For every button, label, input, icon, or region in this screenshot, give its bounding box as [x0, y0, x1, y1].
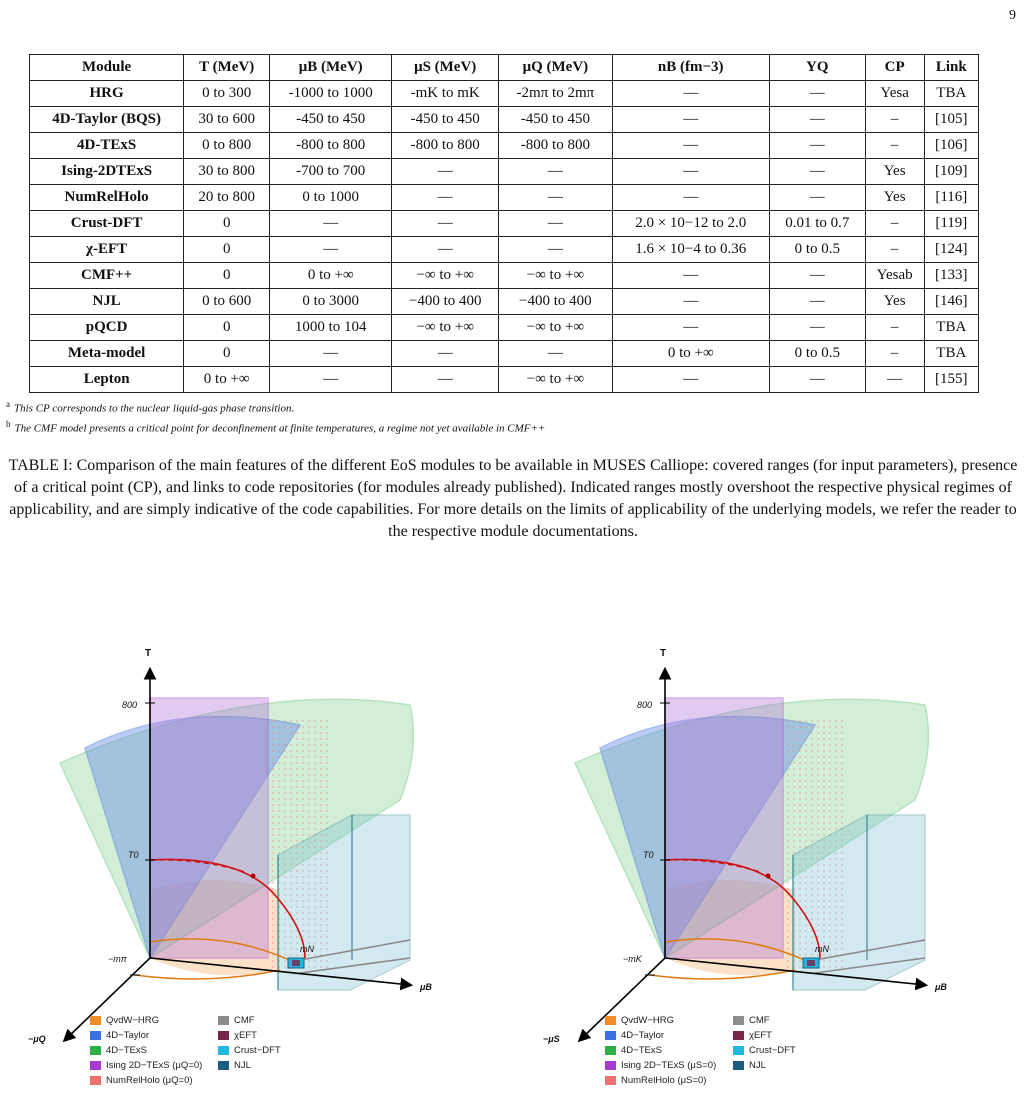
table-cell: —: [499, 211, 612, 237]
table-cell: —: [769, 81, 865, 107]
table-cell: 30 to 800: [184, 159, 270, 185]
table-cell: —: [392, 211, 499, 237]
modules-table: [29, 54, 979, 393]
table-cell: Yes: [865, 289, 924, 315]
table-cell: 0 to 1000: [270, 185, 392, 211]
table-cell: —: [499, 341, 612, 367]
table-row: [30, 237, 979, 263]
table-cell: -2mπ to 2mπ: [499, 81, 612, 107]
table-cell: 0: [184, 315, 270, 341]
table-row: [30, 263, 979, 289]
table-cell: [155]: [924, 367, 978, 393]
table-cell: −400 to 400: [392, 289, 499, 315]
table-cell: —: [865, 367, 924, 393]
label-mn: mN: [815, 944, 829, 954]
table-cell: —: [769, 367, 865, 393]
table-row: [30, 315, 979, 341]
legend-label: CMF: [749, 1015, 770, 1026]
table-cell: 0 to 0.5: [769, 341, 865, 367]
critical-point: [766, 874, 771, 879]
legend-swatch: [218, 1046, 229, 1055]
axis-label-mub: μB: [935, 982, 947, 992]
table-cell: —: [392, 159, 499, 185]
table-cell: 0: [184, 263, 270, 289]
table-cell: —: [769, 159, 865, 185]
module-name-cell: Ising-2DTExS: [30, 159, 184, 185]
table-cell: [119]: [924, 211, 978, 237]
table-cell: −∞ to +∞: [499, 263, 612, 289]
module-name-cell: Meta-model: [30, 341, 184, 367]
table-cell: 1.6 × 10−4 to 0.36: [612, 237, 769, 263]
table-cell: —: [769, 133, 865, 159]
table-row: [30, 185, 979, 211]
legend-swatch: [90, 1031, 101, 1040]
legend-swatch: [90, 1016, 101, 1025]
table-cell: —: [499, 185, 612, 211]
legend-swatch: [733, 1061, 744, 1070]
legend-swatch: [218, 1061, 229, 1070]
legend-swatch: [605, 1031, 616, 1040]
table-cell: −∞ to +∞: [392, 315, 499, 341]
module-name-cell: 4D-Taylor (BQS): [30, 107, 184, 133]
table-cell: —: [769, 289, 865, 315]
footnote-mark: b: [6, 418, 11, 429]
table-cell: –: [865, 237, 924, 263]
column-header: CP: [865, 55, 924, 81]
column-header: μB (MeV): [270, 55, 392, 81]
legend-swatch: [605, 1016, 616, 1025]
module-name-cell: NumRelHolo: [30, 185, 184, 211]
module-name-cell: pQCD: [30, 315, 184, 341]
table-cell: —: [499, 159, 612, 185]
critical-point: [251, 874, 256, 879]
phase-diagram-figure-right: [515, 640, 955, 1100]
legend-label: 4D−Taylor: [621, 1030, 665, 1041]
table-cell: –: [865, 341, 924, 367]
legend-swatch: [605, 1076, 616, 1085]
axis-label-mub: μB: [420, 982, 432, 992]
table-cell: 0: [184, 211, 270, 237]
axis-label-depth: −μQ: [28, 1034, 46, 1044]
table-cell: —: [769, 315, 865, 341]
table-cell: –: [865, 107, 924, 133]
figure-legend: [90, 1015, 350, 1095]
chi-eft-region: [807, 960, 815, 966]
legend-swatch: [218, 1016, 229, 1025]
tick-label-mass: −mπ: [108, 954, 127, 964]
table-cell: —: [612, 133, 769, 159]
legend-swatch: [733, 1046, 744, 1055]
legend-item: [90, 1060, 202, 1071]
table-cell: -450 to 450: [392, 107, 499, 133]
table-caption: TABLE I: Comparison of the main features of the different EoS modules to be available in MUSES Calliope: covered ranges (for input parameters), presence of a critical point (CP), and links to code repositories (for modules already published). Indicated ranges mostly overshoot the respective physical regimes of applicability, and are simply indicative of the code capabilities. For more details on the limits of applicability of the underlying models, we refer the reader to the respective module documentations.: [8, 457, 1018, 540]
table-cell: −400 to 400: [499, 289, 612, 315]
legend-swatch: [90, 1076, 101, 1085]
column-header: T (MeV): [184, 55, 270, 81]
table-cell: TBA: [924, 315, 978, 341]
table-cell: —: [270, 237, 392, 263]
legend-swatch: [733, 1031, 744, 1040]
table-cell: 20 to 800: [184, 185, 270, 211]
legend-label: QvdW−HRG: [621, 1015, 675, 1026]
legend-item: [90, 1075, 193, 1086]
page-number: 9: [1009, 8, 1016, 23]
footnotes: [6, 397, 545, 436]
table-cell: Yes: [865, 185, 924, 211]
table-cell: —: [270, 341, 392, 367]
table-cell: 30 to 600: [184, 107, 270, 133]
table-cell: —: [612, 159, 769, 185]
table-cell: —: [612, 289, 769, 315]
table-cell: 0: [184, 341, 270, 367]
table-cell: −∞ to +∞: [499, 367, 612, 393]
footnote-text: The CMF model presents a critical point for deconfinement at finite temperatures, a regime not yet available in CMF++: [14, 422, 546, 435]
table-cell: 0 to 600: [184, 289, 270, 315]
table-cell: —: [270, 367, 392, 393]
column-header: Link: [924, 55, 978, 81]
tick-label-t0: T0: [643, 850, 654, 860]
table-cell: [116]: [924, 185, 978, 211]
table-cell: —: [769, 107, 865, 133]
table-cell: 0 to 3000: [270, 289, 392, 315]
ising-region: [150, 698, 268, 958]
legend-label: 4D−Taylor: [106, 1030, 150, 1041]
module-name-cell: HRG: [30, 81, 184, 107]
table-row: [30, 159, 979, 185]
legend-item: [605, 1060, 716, 1071]
table-cell: —: [769, 185, 865, 211]
table-cell: –: [865, 315, 924, 341]
table-cell: —: [769, 263, 865, 289]
legend-item: [90, 1045, 147, 1056]
table-cell: —: [392, 237, 499, 263]
table-cell: —: [392, 341, 499, 367]
legend-label: χEFT: [749, 1030, 772, 1041]
table-cell: -mK to mK: [392, 81, 499, 107]
table-cell: 0.01 to 0.7: [769, 211, 865, 237]
legend-label: NumRelHolo (μQ=0): [106, 1075, 193, 1086]
table-cell: –: [865, 211, 924, 237]
table-cell: [109]: [924, 159, 978, 185]
legend-label: χEFT: [234, 1030, 257, 1041]
tick-label-t0: T0: [128, 850, 139, 860]
legend-label: 4D−TExS: [621, 1045, 662, 1056]
table-cell: —: [612, 185, 769, 211]
table-cell: TBA: [924, 81, 978, 107]
legend-item: [218, 1015, 255, 1026]
table-cell: —: [612, 263, 769, 289]
legend-item: [218, 1060, 251, 1071]
table-cell: TBA: [924, 341, 978, 367]
legend-item: [605, 1030, 664, 1041]
tick-label-800: 800: [122, 700, 138, 710]
table-cell: 0 to 800: [184, 133, 270, 159]
table-cell: 0 to +∞: [612, 341, 769, 367]
table-cell: -800 to 800: [392, 133, 499, 159]
axis-label-t: T: [660, 648, 667, 659]
module-name-cell: χ-EFT: [30, 237, 184, 263]
legend-label: Crust−DFT: [234, 1045, 281, 1056]
table-cell: -450 to 450: [499, 107, 612, 133]
table-cell: 0 to 300: [184, 81, 270, 107]
table-row: [30, 81, 979, 107]
legend-swatch: [90, 1046, 101, 1055]
module-name-cell: CMF++: [30, 263, 184, 289]
table-cell: −∞ to +∞: [392, 263, 499, 289]
table-cell: [146]: [924, 289, 978, 315]
legend-swatch: [733, 1016, 744, 1025]
legend-label: QvdW−HRG: [106, 1015, 160, 1026]
legend-item: [218, 1030, 257, 1041]
table-cell: 0 to 0.5: [769, 237, 865, 263]
table-cell: —: [612, 107, 769, 133]
table-cell: [106]: [924, 133, 978, 159]
table-row: [30, 367, 979, 393]
legend-swatch: [605, 1046, 616, 1055]
legend-swatch: [90, 1061, 101, 1070]
table-cell: [124]: [924, 237, 978, 263]
table-row: [30, 341, 979, 367]
table-cell: 0: [184, 237, 270, 263]
tick-label-mass: −mK: [623, 954, 642, 964]
table-cell: -800 to 800: [270, 133, 392, 159]
legend-item: [605, 1015, 674, 1026]
legend-label: Crust−DFT: [749, 1045, 796, 1056]
label-mn: mN: [300, 944, 314, 954]
ising-region: [665, 698, 783, 958]
footnote-b: [6, 417, 545, 437]
column-header: nB (fm−3): [612, 55, 769, 81]
table-cell: 0 to +∞: [184, 367, 270, 393]
legend-item: [733, 1060, 766, 1071]
legend-label: NJL: [234, 1060, 251, 1071]
table-cell: Yesa: [865, 81, 924, 107]
table-cell: -1000 to 1000: [270, 81, 392, 107]
table-cell: —: [612, 367, 769, 393]
figure-legend: [605, 1015, 865, 1095]
column-header: Module: [30, 55, 184, 81]
table-cell: 0 to +∞: [270, 263, 392, 289]
table-cell: —: [499, 237, 612, 263]
table-cell: -800 to 800: [499, 133, 612, 159]
footnote-mark: a: [6, 399, 10, 409]
table-row: [30, 289, 979, 315]
module-name-cell: Crust-DFT: [30, 211, 184, 237]
legend-label: CMF: [234, 1015, 255, 1026]
table-cell: 1000 to 104: [270, 315, 392, 341]
table-cell: [105]: [924, 107, 978, 133]
table-cell: —: [392, 367, 499, 393]
module-name-cell: Lepton: [30, 367, 184, 393]
legend-item: [605, 1045, 662, 1056]
footnote-text: This CP corresponds to the nuclear liquid-gas phase transition.: [14, 402, 295, 415]
module-name-cell: NJL: [30, 289, 184, 315]
table-row: [30, 133, 979, 159]
table-cell: —: [612, 315, 769, 341]
legend-label: 4D−TExS: [106, 1045, 147, 1056]
legend-label: NumRelHolo (μS=0): [621, 1075, 707, 1086]
legend-item: [218, 1045, 281, 1056]
legend-item: [90, 1015, 159, 1026]
legend-label: Ising 2D−TExS (μQ=0): [106, 1060, 203, 1071]
table-row: [30, 211, 979, 237]
chi-eft-region: [292, 960, 300, 966]
column-header: μQ (MeV): [499, 55, 612, 81]
table-cell: Yesab: [865, 263, 924, 289]
table-cell: -450 to 450: [270, 107, 392, 133]
legend-item: [90, 1030, 149, 1041]
axis-label-depth: −μS: [543, 1034, 560, 1044]
legend-label: Ising 2D−TExS (μS=0): [621, 1060, 717, 1071]
footnote-a: [6, 397, 545, 417]
table-cell: —: [392, 185, 499, 211]
table-cell: 2.0 × 10−12 to 2.0: [612, 211, 769, 237]
tick-label-800: 800: [637, 700, 653, 710]
legend-label: NJL: [749, 1060, 766, 1071]
table-header-row: [30, 55, 979, 81]
phase-diagram-figure-left: [0, 640, 440, 1100]
legend-item: [605, 1075, 706, 1086]
module-name-cell: 4D-TExS: [30, 133, 184, 159]
legend-item: [733, 1015, 770, 1026]
legend-swatch: [605, 1061, 616, 1070]
column-header: μS (MeV): [392, 55, 499, 81]
table-cell: –: [865, 133, 924, 159]
table-row: [30, 107, 979, 133]
table-cell: [133]: [924, 263, 978, 289]
table-cell: -700 to 700: [270, 159, 392, 185]
table-cell: −∞ to +∞: [499, 315, 612, 341]
legend-swatch: [218, 1031, 229, 1040]
legend-item: [733, 1045, 796, 1056]
axis-label-t: T: [145, 648, 152, 659]
table-cell: —: [270, 211, 392, 237]
column-header: YQ: [769, 55, 865, 81]
legend-item: [733, 1030, 772, 1041]
table-cell: Yes: [865, 159, 924, 185]
table-cell: —: [612, 81, 769, 107]
